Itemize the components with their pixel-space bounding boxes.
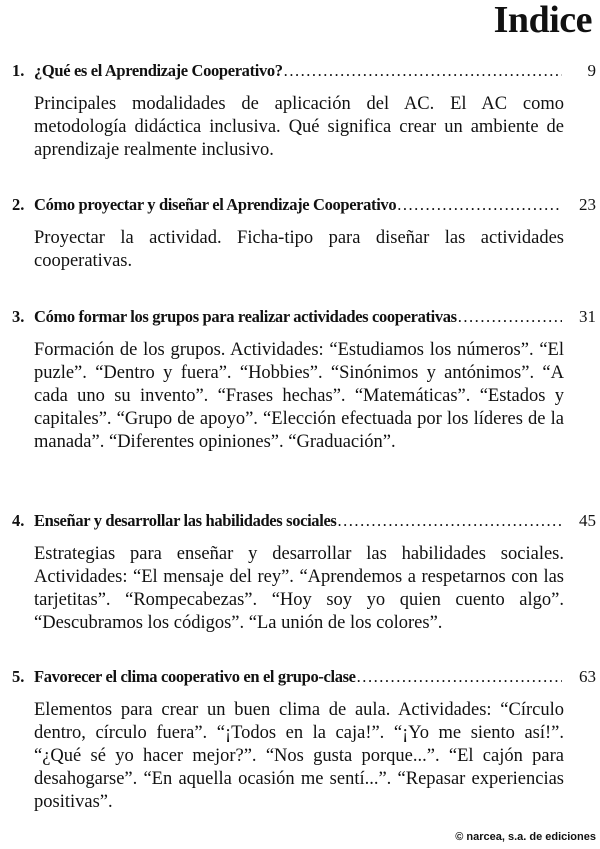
toc-entry-4 xyxy=(12,510,596,635)
toc-entry-1 xyxy=(12,60,596,162)
toc-entry-heading[interactable] xyxy=(12,666,596,688)
copyright-notice: © narcea, s.a. de ediciones xyxy=(455,831,596,843)
entry-description: Proyectar la actividad. Ficha-tipo para diseñar las actividades cooperativas. xyxy=(34,228,564,271)
dot-leader xyxy=(458,306,562,328)
entry-number: 2. xyxy=(12,195,25,214)
entry-title: Favorecer el clima cooperativo en el grupo-clase xyxy=(34,667,356,686)
toc-entry-heading[interactable] xyxy=(12,510,596,532)
toc-entry-heading[interactable] xyxy=(12,60,596,82)
entry-page-number: 63 xyxy=(579,667,596,686)
entry-number: 3. xyxy=(12,307,25,326)
dot-leader xyxy=(284,60,562,82)
entry-description: Estrategias para enseñar y desarrollar las habilidades sociales. Actividades: “El mensaje del rey”. “Aprendemos a respetarnos con las tarjetitas”. “Rompecabezas”. “Hoy soy yo quien cuento algo”. “Descubramos los códigos”. “La unión de los colores”. xyxy=(34,544,564,633)
entry-page-number: 9 xyxy=(587,61,596,80)
entry-number: 1. xyxy=(12,61,25,80)
dot-leader xyxy=(357,666,562,688)
entry-title: ¿Qué es el Aprendizaje Cooperativo? xyxy=(34,61,283,80)
toc-entry-5 xyxy=(12,666,596,814)
entry-title: Cómo formar los grupos para realizar actividades cooperativas xyxy=(34,307,457,326)
entry-description: Formación de los grupos. Actividades: “Estudiamos los números”. “El puzle”. “Dentro y fuera”. “Hobbies”. “Sinónimos y antónimos”. “A cada uno su invento”. “Frases hechas”. “Matemáticas”. “Estados y capitales”. “Grupo de apoyo”. “Elección efectuada por los líderes de la manada”. “Diferentes opiniones”. “Graduación”. xyxy=(34,340,564,452)
entry-page-number: 45 xyxy=(579,511,596,530)
entry-title: Enseñar y desarrollar las habilidades sociales xyxy=(34,511,337,530)
toc-entry-heading[interactable] xyxy=(12,194,596,216)
dot-leader xyxy=(337,510,562,532)
dot-leader xyxy=(397,194,562,216)
entry-title: Cómo proyectar y diseñar el Aprendizaje Cooperativo xyxy=(34,195,397,214)
entry-page-number: 23 xyxy=(579,195,596,214)
toc-entry-3 xyxy=(12,306,596,454)
toc-entry-2 xyxy=(12,194,596,273)
entry-description: Principales modalidades de aplicación del AC. El AC como metodología didáctica inclusiva. Qué significa crear un ambiente de aprendizaje realmente inclusivo. xyxy=(34,94,564,160)
entry-number: 5. xyxy=(12,667,25,686)
entry-number: 4. xyxy=(12,511,25,530)
page-title: Indice xyxy=(493,0,592,41)
entry-description: Elementos para crear un buen clima de aula. Actividades: “Círculo dentro, círculo fuera”. “¡Todos en la caja!”. “¡Yo me siento así!”. “¿Qué sé yo hacer mejor?”. “Nos gusta porque...”. “El cajón para desahogarse”. “En aquella ocasión me sentí...”. “Repasar experiencias positivas”. xyxy=(34,700,564,812)
toc-entry-heading[interactable] xyxy=(12,306,596,328)
entry-page-number: 31 xyxy=(579,307,596,326)
